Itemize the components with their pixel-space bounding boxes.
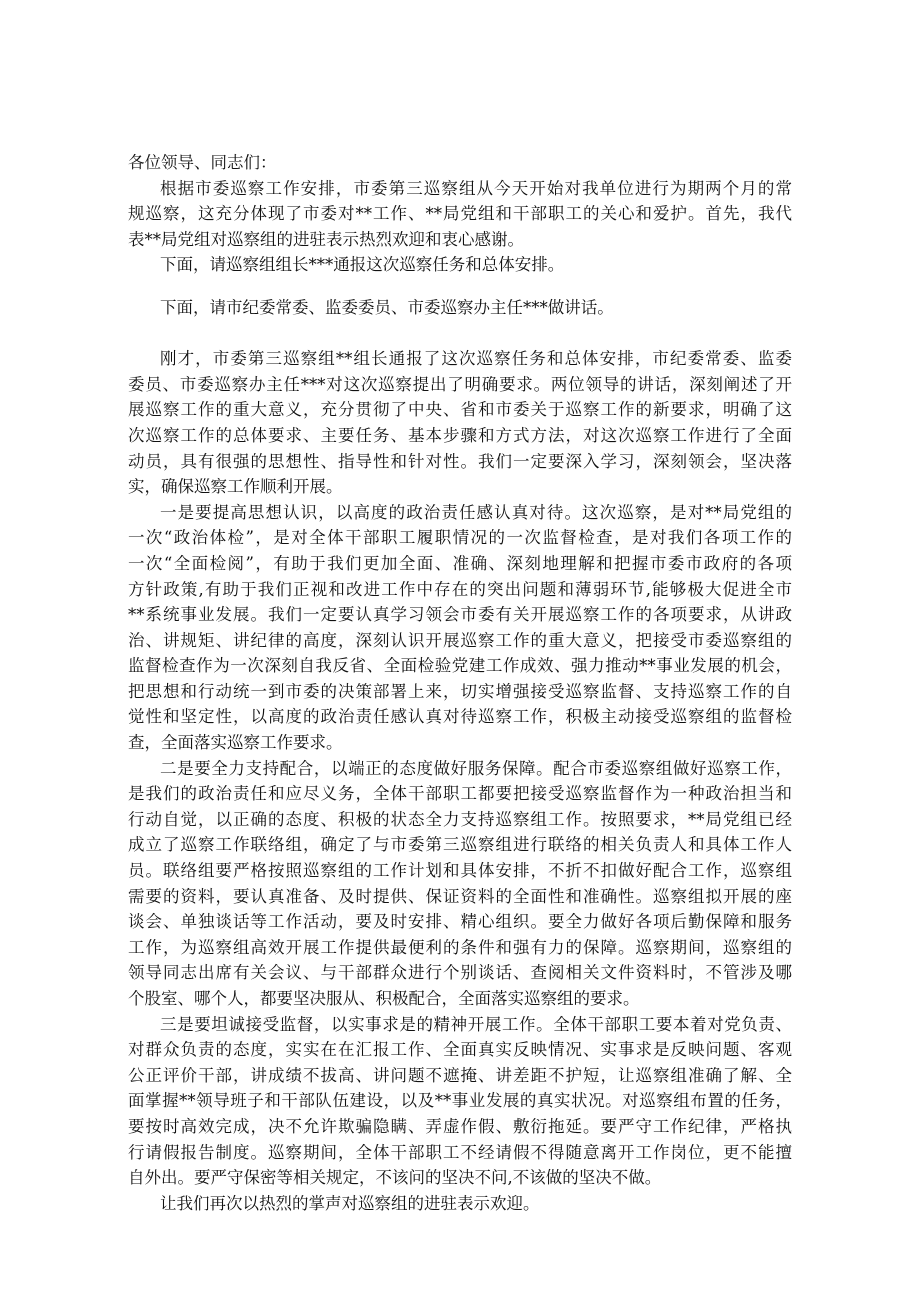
paragraph-line: 成立了巡察工作联络组，确定了与市委第三巡察组进行联络的相关负责人和具体工作人: [128, 835, 792, 855]
paragraph-line: 行请假报告制度。巡察期间，全体干部职工不经请假不得随意离开工作岗位，更不能擅: [128, 1142, 792, 1162]
paragraph-line: 三是要坦诚接受监督，以实事求是的精神开展工作。全体干部职工要本着对党负责、: [160, 1014, 792, 1034]
paragraph-line: 展巡察工作的重大意义，充分贯彻了中央、省和市委关于巡察工作的新要求，明确了这: [128, 400, 792, 420]
paragraph-line: **系统事业发展。我们一定要认真学习领会市委有关开展巡察工作的各项要求，从讲政: [128, 605, 792, 625]
paragraph-line: 一次“政治体检”，是对全体干部职工履职情况的一次监督检查，是对我们各项工作的: [128, 528, 792, 548]
paragraph-point-1: [128, 500, 792, 756]
paragraph-line: 行动自觉，以正确的态度、积极的状态全力支持巡察组工作。按照要求，**局党组已经: [128, 809, 792, 829]
paragraph-intro: [128, 176, 792, 253]
paragraph-summary: [128, 346, 792, 500]
paragraph-line: 次巡察工作的总体要求、主要任务、基本步骤和方式方法，对这次巡察工作进行了全面: [128, 425, 792, 445]
paragraph-line: 监督检查作为一次深刻自我反省、全面检验党建工作成效、强力推动**事业发展的机会，: [128, 656, 792, 676]
paragraph-line: 工作，为巡察组高效开展工作提供最便利的条件和强有力的保障。巡察期间，巡察组的: [128, 937, 792, 957]
blank-line: [128, 321, 792, 347]
paragraph-line: 个股室、哪个人，都要坚决服从、积极配合，全面落实巡察组的要求。: [128, 989, 640, 1008]
paragraph-line: 公正评价干部，讲成绩不拔高、讲问题不遮掩、讲差距不护短，让巡察组准确了解、全: [128, 1065, 792, 1085]
blank-line: [128, 278, 792, 295]
paragraph-line: 查，全面落实巡察工作要求。: [128, 733, 343, 753]
paragraph-point-3: [128, 1012, 792, 1191]
paragraph-line: 规巡察，这充分体现了市委对**工作、**局党组和干部职工的关心和爱护。首先，我代: [128, 204, 792, 224]
paragraph-line: 领导同志出席有关会议、与干部群众进行个别谈话、查阅相关文件资料时，不管涉及哪: [128, 963, 792, 983]
paragraph-line: 治、讲规矩、讲纪律的高度，深刻认识开展巡察工作的重大意义，把接受市委巡察组的: [128, 630, 792, 650]
paragraph-announcement-1: 下面，请巡察组组长***通报这次巡察任务和总体安排。: [160, 255, 565, 275]
paragraph-closing: 让我们再次以热烈的掌声对巡察组的进驻表示欢迎。: [160, 1193, 540, 1213]
paragraph-line: 实，确保巡察工作顺利开展。: [128, 477, 343, 497]
paragraph-line: 刚才，市委第三巡察组**组长通报了这次巡察任务和总体安排，市纪委常委、监委: [160, 349, 792, 369]
paragraph-line: 把思想和行动统一到市委的决策部署上来，切实增强接受巡察监督、支持巡察工作的自: [128, 681, 792, 701]
paragraph-point-2: [128, 756, 792, 1012]
paragraph-line: 动员，具有很强的思想性、指导性和针对性。我们一定要深入学习，深刻领会，坚决落: [128, 451, 792, 471]
paragraph-line: 对群众负责的态度，实实在在汇报工作、全面真实反映情况、实事求是反映问题、客观: [128, 1040, 792, 1060]
paragraph-line: 面掌握**领导班子和干部队伍建设，以及**事业发展的真实状况。对巡察组布置的任务，: [128, 1091, 792, 1111]
paragraph-line: 是我们的政治责任和应尽义务，全体干部职工都要把接受巡察监督作为一种政治担当和: [128, 784, 792, 804]
paragraph-line: 一次“全面检阅”，有助于我们更加全面、准确、深刻地理解和把握市委市政府的各项: [128, 553, 792, 573]
paragraph-line: 根据市委巡察工作安排，市委第三巡察组从今天开始对我单位进行为期两个月的常: [160, 178, 792, 198]
paragraph-line: 委员、市委巡察办主任***对这次巡察提出了明确要求。两位领导的讲话，深刻阐述了开: [128, 374, 792, 394]
paragraph-line: 需要的资料，要认真准备、及时提供、保证资料的全面性和准确性。巡察组拟开展的座: [128, 886, 792, 906]
salutation: 各位领导、同志们：: [128, 153, 277, 172]
paragraph-line: 谈会、单独谈话等工作活动，要及时安排、精心组织。要全力做好各项后勤保障和服务: [128, 912, 792, 932]
paragraph-line: 员。联络组要严格按照巡察组的工作计划和具体安排，不折不扣做好配合工作，巡察组: [128, 861, 792, 881]
paragraph-line: 自外出。要严守保密等相关规定，不该问的坚决不问,不该做的坚决不做。: [128, 1168, 662, 1188]
paragraph-line: 要按时高效完成，决不允许欺骗隐瞒、弄虚作假、敷衍拖延。要严守工作纪律，严格执: [128, 1116, 792, 1136]
paragraph-line: 一是要提高思想认识，以高度的政治责任感认真对待。这次巡察，是对**局党组的: [160, 502, 792, 522]
paragraph-line: 表**局党组对巡察组的进驻表示热烈欢迎和衷心感谢。: [128, 229, 524, 249]
paragraph-announcement-2: 下面，请市纪委常委、监委委员、市委巡察办主任***做讲话。: [160, 297, 614, 317]
document-body: [128, 150, 792, 1216]
paragraph-line: 觉性和坚定性，以高度的政治责任感认真对待巡察工作，积极主动接受巡察组的监督检: [128, 707, 792, 727]
paragraph-line: 方针政策,有助于我们正视和改进工作中存在的突出问题和薄弱环节,能够极大促进全市: [128, 579, 792, 599]
paragraph-line: 二是要全力支持配合，以端正的态度做好服务保障。配合市委巡察组做好巡察工作，: [160, 758, 792, 778]
